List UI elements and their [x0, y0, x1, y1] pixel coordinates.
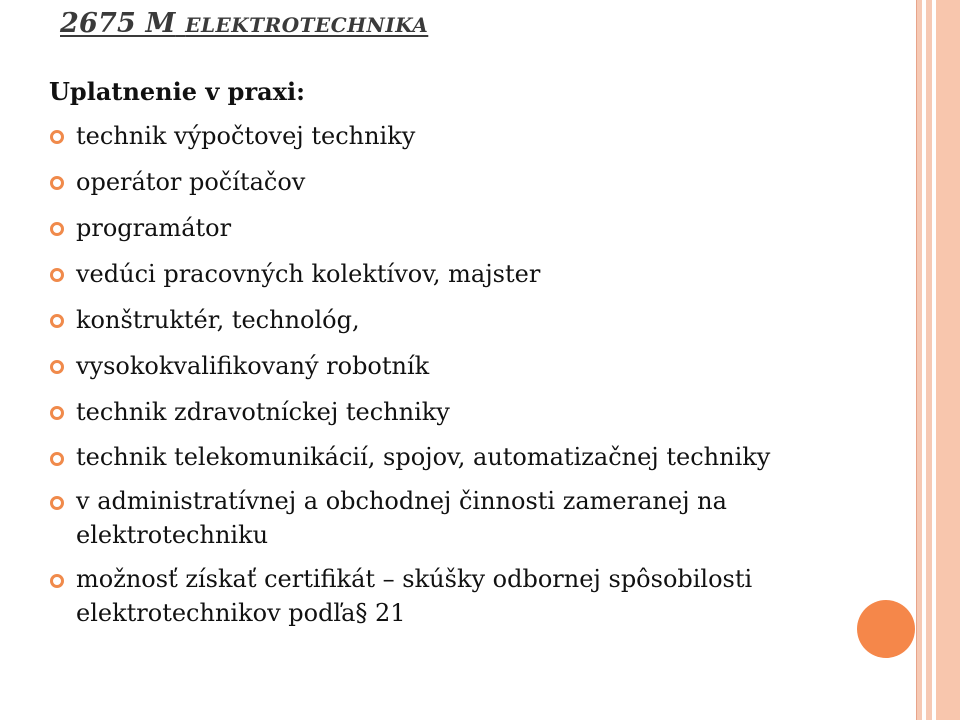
ring-bullet-icon [50, 406, 64, 420]
list-item-text: vysokokvalifikovaný robotník [76, 352, 430, 380]
list-item [48, 118, 908, 154]
list-item-text: v administratívnej a obchodnej činnosti zameranej na elektrotechniku [76, 487, 727, 549]
bullet-list [48, 118, 908, 640]
list-item-text: možnosť získať certifikát – skúšky odbornej spôsobilosti elektrotechnikov podľa§ 21 [76, 565, 753, 627]
list-item [48, 440, 816, 474]
side-stripe-thin [917, 0, 922, 720]
ring-bullet-icon [50, 130, 64, 144]
list-item-text: technik telekomunikácií, spojov, automatizačnej techniky [76, 443, 771, 471]
ring-bullet-icon [50, 268, 64, 282]
list-item [48, 484, 856, 552]
list-item [48, 394, 908, 430]
list-item [48, 256, 908, 292]
side-stripe-wide [936, 0, 960, 720]
ring-bullet-icon [50, 314, 64, 328]
list-item-text: programátor [76, 214, 232, 242]
list-item [48, 210, 908, 246]
title-code: 2675 M [60, 8, 176, 39]
list-item-text: operátor počítačov [76, 168, 306, 196]
ring-bullet-icon [50, 496, 64, 510]
ring-bullet-icon [50, 452, 64, 466]
decorative-circle-icon [857, 600, 915, 658]
ring-bullet-icon [50, 176, 64, 190]
list-item-text: konštruktér, technológ, [76, 306, 360, 334]
side-stripe-middle [926, 0, 932, 720]
section-heading: Uplatnenie v praxi: [49, 77, 305, 106]
ring-bullet-icon [50, 360, 64, 374]
list-item [48, 302, 908, 338]
ring-bullet-icon [50, 222, 64, 236]
list-item [48, 348, 908, 384]
list-item-text: technik výpočtovej techniky [76, 122, 416, 150]
list-item [48, 562, 776, 630]
list-item [48, 164, 908, 200]
list-item-text: technik zdravotníckej techniky [76, 398, 450, 426]
slide-title [60, 8, 428, 39]
title-subject: ELEKTROTECHNIKA [185, 13, 429, 37]
ring-bullet-icon [50, 574, 64, 588]
list-item-text: vedúci pracovných kolektívov, majster [76, 260, 541, 288]
